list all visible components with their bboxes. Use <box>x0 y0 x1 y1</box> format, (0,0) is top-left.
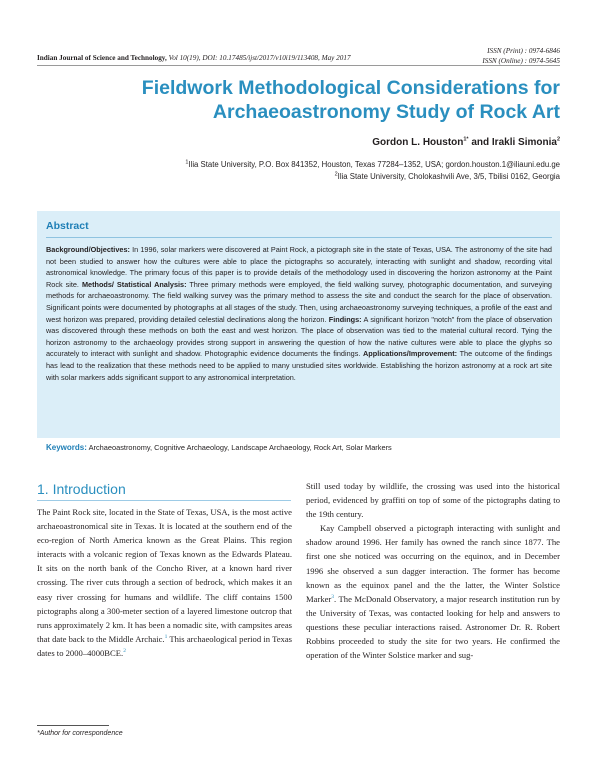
title-line-1: Fieldwork Methodological Considerations for <box>141 77 560 99</box>
affiliation-1: $^1$Ilia State University, P.O. Box 841352, Houston, Texas 77284–1352, USA; gordon.houston.1@iliauni.edu.ge <box>185 159 560 169</box>
affiliations <box>185 159 560 183</box>
citation-link[interactable]: 2 <box>123 648 126 655</box>
paper-title <box>37 76 560 124</box>
section-heading-introduction: 1. Introduction <box>37 481 126 497</box>
keywords-label: Keywords: <box>46 443 87 452</box>
citation-link[interactable]: 1 <box>164 633 168 640</box>
abstract-methods-label: Methods/ Statistical Analysis: <box>81 279 187 289</box>
issn-online: ISSN (Online) : 0974-5645 <box>482 56 560 65</box>
abstract-background-text: In 1996, solar markers were discovered at Paint Rock, a pictograph site in the state of Texas, USA. The astronomy of the site had not been studied to answer how the cultures were able to place the pictographs so accurately, interacting with sunlight and shadow, recording vital astronomical knowledge. The primary focus of this paper is to provide details of the methodology used in discovering the horizon astronomy at the Paint Rock site. <box>46 245 552 289</box>
abstract-divider <box>46 237 552 238</box>
author-2: Irakli Simonia <box>491 137 557 148</box>
abstract-methods-text: Three primary methods were employed, the field walking survey, photographic documentation, and surveying methods for archaeoastronomy. The field walking survey was the primary method to assess the site and conduct the search for the place of observation. Significant points were documented by photographs at all stages of the study. Then, using archaeoastronomy surveying techniques, a profile of the east and west horizon was prepared, providing detailed celestial declinations along the horizon. <box>46 279 552 324</box>
footnote-divider <box>37 725 109 726</box>
affiliation-2: $^2$Ilia State University, Cholokashvili Ave, 3/5, Tbilisi 0162, Georgia <box>334 171 560 181</box>
abstract-background-label: Background/Objectives: <box>46 245 130 254</box>
intro-paragraph-3: Kay Campbell observed a pictograph interacting with sunlight and shadow around 1996. Her family has owned the ranch since 1877. The first one she noticed was occurring on the equinox, and in December 1996 she observed a sun dagger interaction. The former has become known as the equinox panel and the the latter, the Winter Solstice Marker$^3$. The McDonald Observatory, a major research institution run by the University of Texas, was contacted looking for help and answers to questions these peculiar interactions raised. Astronomer Dr. R. Robert Robbins proceeded to study the site for two years. He confirmed the operation of the Winter Solstice marker and sug- <box>306 523 560 661</box>
citation-link[interactable]: 3 <box>331 593 335 600</box>
abstract-findings-label: Findings: <box>328 314 362 324</box>
title-line-2: Archaeoastronomy Study of Rock Art <box>212 101 560 123</box>
journal-name: Indian Journal of Science and Technology, <box>37 54 167 62</box>
journal-meta: Vol 10(19), DOI: 10.17485/ijst/2017/v10i19/113408, May 2017 <box>168 54 351 62</box>
issn-block <box>482 47 560 66</box>
author-1-mark: 1* <box>463 136 469 143</box>
author-2-mark: 2 <box>556 136 560 143</box>
abstract-findings-text: A significant horizon "notch" from the place of observation was discovered through these methods on both the east and west horizon. The place of observation was tied to the material cultural record. Tying the horizon astronomy to the archaeology provides strong support in answering the question of how the native cultures were able to place the glyphs so accurately to interact with sunlight and shadow. Photographic evidence documents the findings. <box>46 314 553 359</box>
journal-citation <box>37 54 351 62</box>
abstract-box <box>37 211 560 438</box>
abstract-heading: Abstract <box>46 220 89 232</box>
column-left <box>37 505 292 660</box>
abstract-applications-label: Applications/Improvement: <box>363 349 458 359</box>
intro-paragraph-1: The Paint Rock site, located in the State of Texas, USA, is the most active archaeoastronomical site in Texas. It is located at the southern end of the eco-region of North America known as the Great Plains. This region interacts with a volcanic region of Texas known as the Edwards Plateau. It sits on the north bank of the Concho River, at a known hard river crossing. The river cuts through a section of bedrock, which makes it an easy river crossing for humans and wildlife. The cliff contains 1500 pictographs along a 300-meter section of a layered limestone outcrop that runs approximately 2 km. It has been a nomadic site, with campsites areas that date back to the Middle Archaic.$^1$ This archaeological period in Texas dates to 2000–4000BCE.$^2$ <box>37 507 292 658</box>
abstract-applications-text: The outcome of the findings has lead to the realization that these methods need to be applied to many unstudied sites worldwide. Establishing the horizon astronomy at a rock art site with solar markers adds significant support to any astronomical interpretation. <box>46 349 552 382</box>
abstract-body <box>46 244 552 383</box>
keywords <box>46 443 392 452</box>
authors <box>372 137 560 148</box>
header-divider <box>37 65 560 66</box>
author-1: Gordon L. Houston <box>372 137 464 148</box>
issn-print: ISSN (Print) : 0974-6846 <box>487 47 560 55</box>
footnote: *Author for correspondence <box>37 730 123 737</box>
author-conjunction: and <box>471 137 490 148</box>
column-right <box>306 479 560 662</box>
section-divider <box>37 500 291 501</box>
intro-paragraph-2: Still used today by wildlife, the crossing was used into the historical period, evidenced by graffiti on top of some of the pictographs dating to the 19th century. <box>306 481 560 520</box>
keywords-text: Archaeoastronomy, Cognitive Archaeology, Landscape Archaeology, Rock Art, Solar Markers <box>88 443 392 452</box>
